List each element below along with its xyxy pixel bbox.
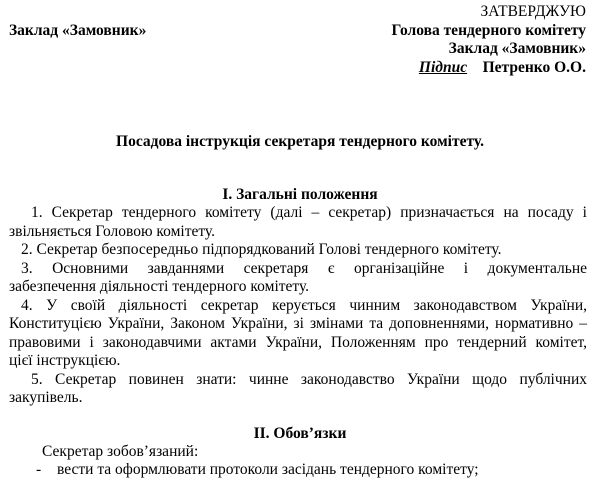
- paragraph-line: правовими і законодавчими актами України, Положенням про тендерний комітет,: [9, 334, 587, 351]
- signature-label: Підпис: [418, 59, 468, 76]
- duty-item: вести та оформлювати протоколи засідань тендерного комітету;: [57, 461, 479, 478]
- paragraph-line: Конституцією України, Законом України, зі змінами та доповненнями, нормативно –: [9, 315, 587, 332]
- section-2-heading: ІІ. Обов’язки: [253, 425, 347, 442]
- bullet-dash: -: [36, 461, 42, 478]
- signature-line: [419, 59, 586, 77]
- paragraph-line: 3. Основними завданнями секретаря є організаційне і документальне: [21, 260, 587, 277]
- customer-org-left: Заклад «Замовник»: [9, 22, 147, 39]
- paragraph-line: забезпечення діяльності тендерного комітету.: [9, 278, 310, 295]
- paragraph-line: закупівель.: [9, 389, 83, 406]
- approver-org: Заклад «Замовник»: [448, 40, 586, 57]
- paragraph-line: 1. Секретар тендерного комітету (далі – секретар) призначається на посаду і: [31, 204, 587, 221]
- signer-name: Петренко О.О.: [482, 59, 586, 76]
- paragraph-line: цієї інструкцією.: [9, 352, 121, 369]
- paragraph-line: звільняється Головою комітету.: [9, 223, 216, 240]
- approver-position: Голова тендерного комітету: [391, 22, 586, 39]
- duties-intro: Секретар зобов’язаний:: [42, 443, 199, 460]
- document-title: Посадова інструкція секретаря тендерного комітету.: [116, 133, 484, 150]
- paragraph-line: 4. У своїй діяльності секретар керується чинним законодавством України,: [21, 297, 587, 314]
- approval-stamp: ЗАТВЕРДЖУЮ: [480, 3, 586, 20]
- paragraph-line: 5. Секретар повинен знати: чинне законодавство України щодо публічних: [31, 371, 587, 388]
- paragraph-line: 2. Секретар безпосередньо підпорядкований Голові тендерного комітету.: [21, 241, 502, 258]
- section-1-heading: І. Загальні положення: [222, 186, 378, 203]
